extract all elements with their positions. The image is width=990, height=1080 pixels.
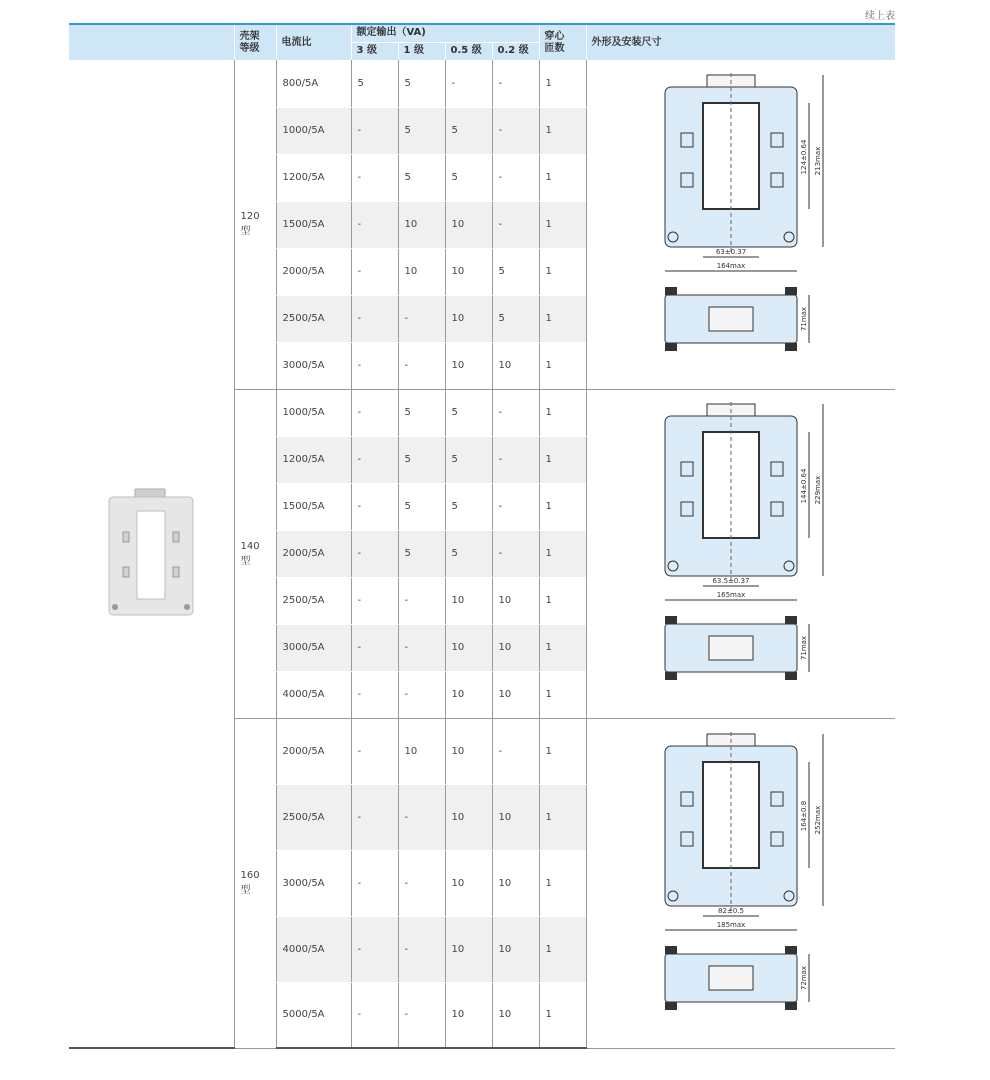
class-05-cell: 10: [445, 982, 492, 1048]
product-image-cell: [69, 60, 234, 1048]
dim-outer-height-label: 213max: [813, 146, 822, 176]
header-turns: 穿心 匝数: [539, 24, 586, 60]
class-3-cell: -: [351, 389, 398, 436]
dim-inner-height-label: 144±0.64: [799, 468, 808, 504]
class-02-cell: -: [492, 389, 539, 436]
header-rated-output: 额定输出（VA): [351, 24, 539, 42]
dim-width-label: 63.5±0.37: [712, 577, 750, 585]
turns-cell: 1: [539, 436, 586, 483]
class-05-cell: 10: [445, 916, 492, 982]
class-02-cell: 10: [492, 850, 539, 916]
class-02-cell: -: [492, 107, 539, 154]
class-05-cell: 10: [445, 248, 492, 295]
ratio-cell: 4000/5A: [276, 671, 351, 718]
class-1-cell: -: [398, 577, 445, 624]
class-3-cell: -: [351, 718, 398, 784]
turns-cell: 1: [539, 982, 586, 1048]
class-05-cell: 5: [445, 107, 492, 154]
header-class-05: 0.5 级: [445, 42, 492, 60]
class-02-cell: 5: [492, 248, 539, 295]
class-05-cell: -: [445, 60, 492, 107]
dimension-drawing: [651, 732, 831, 1032]
dim-outer-height-label: 252max: [813, 805, 822, 834]
header-class-3: 3 级: [351, 42, 398, 60]
ratio-cell: 2000/5A: [276, 718, 351, 784]
class-02-cell: -: [492, 483, 539, 530]
table-body: [69, 60, 895, 1048]
ratio-cell: 1200/5A: [276, 436, 351, 483]
table-row: [69, 60, 895, 107]
dim-depth-label: 72max: [799, 965, 808, 990]
class-02-cell: -: [492, 436, 539, 483]
turns-cell: 1: [539, 577, 586, 624]
turns-cell: 1: [539, 60, 586, 107]
ratio-cell: 3000/5A: [276, 342, 351, 389]
dimension-cell: [586, 60, 895, 389]
ratio-cell: 2500/5A: [276, 577, 351, 624]
turns-cell: 1: [539, 483, 586, 530]
class-1-cell: 5: [398, 60, 445, 107]
ratio-cell: 3000/5A: [276, 624, 351, 671]
dim-outer-width-label: 164max: [716, 261, 746, 270]
ratio-cell: 2000/5A: [276, 248, 351, 295]
ratio-cell: 3000/5A: [276, 850, 351, 916]
class-05-cell: 10: [445, 850, 492, 916]
class-1-cell: 10: [398, 201, 445, 248]
ratio-cell: 1500/5A: [276, 483, 351, 530]
frame-size-cell: 120 型: [234, 60, 276, 389]
header-blank: [69, 24, 234, 60]
class-02-cell: -: [492, 530, 539, 577]
class-3-cell: -: [351, 671, 398, 718]
frame-size-cell: 140 型: [234, 389, 276, 718]
class-05-cell: 10: [445, 671, 492, 718]
class-3-cell: -: [351, 248, 398, 295]
class-02-cell: 10: [492, 577, 539, 624]
class-05-cell: 5: [445, 154, 492, 201]
class-1-cell: -: [398, 342, 445, 389]
class-1-cell: -: [398, 982, 445, 1048]
dimension-cell: [586, 389, 895, 718]
class-1-cell: 5: [398, 530, 445, 577]
ratio-cell: 1000/5A: [276, 389, 351, 436]
class-02-cell: 10: [492, 624, 539, 671]
class-1-cell: -: [398, 295, 445, 342]
class-05-cell: 5: [445, 530, 492, 577]
turns-cell: 1: [539, 784, 586, 850]
frame-size-cell: 160 型: [234, 718, 276, 1048]
class-05-cell: 10: [445, 201, 492, 248]
class-3-cell: -: [351, 530, 398, 577]
header-class-02: 0.2 级: [492, 42, 539, 60]
dim-inner-height-label: 124±0.64: [799, 139, 808, 175]
ratio-cell: 5000/5A: [276, 982, 351, 1048]
dim-depth-label: 71max: [799, 635, 808, 661]
class-3-cell: -: [351, 982, 398, 1048]
class-3-cell: -: [351, 483, 398, 530]
class-05-cell: 5: [445, 436, 492, 483]
dim-outer-width-label: 165max: [716, 591, 746, 599]
dim-depth-label: 71max: [799, 306, 808, 331]
dim-width-label: 63±0.37: [715, 247, 746, 256]
class-02-cell: -: [492, 201, 539, 248]
header-frame: 壳架 等级: [234, 24, 276, 60]
class-02-cell: 10: [492, 671, 539, 718]
ratio-cell: 2500/5A: [276, 784, 351, 850]
dim-outer-width-label: 185max: [716, 920, 746, 929]
class-3-cell: -: [351, 784, 398, 850]
ratio-cell: 1000/5A: [276, 107, 351, 154]
class-1-cell: 5: [398, 389, 445, 436]
continued-note: 续上表: [865, 11, 895, 22]
class-3-cell: -: [351, 342, 398, 389]
class-3-cell: -: [351, 107, 398, 154]
turns-cell: 1: [539, 916, 586, 982]
turns-cell: 1: [539, 154, 586, 201]
class-1-cell: -: [398, 671, 445, 718]
turns-cell: 1: [539, 342, 586, 389]
class-05-cell: 10: [445, 718, 492, 784]
class-1-cell: 5: [398, 107, 445, 154]
dim-outer-height-label: 229max: [813, 475, 822, 505]
ratio-cell: 1500/5A: [276, 201, 351, 248]
class-02-cell: -: [492, 60, 539, 107]
class-02-cell: 5: [492, 295, 539, 342]
class-3-cell: 5: [351, 60, 398, 107]
turns-cell: 1: [539, 718, 586, 784]
dimension-cell: [586, 718, 895, 1048]
spec-table: [69, 23, 895, 1049]
class-05-cell: 5: [445, 483, 492, 530]
class-05-cell: 10: [445, 784, 492, 850]
turns-cell: 1: [539, 530, 586, 577]
ratio-cell: 4000/5A: [276, 916, 351, 982]
class-1-cell: -: [398, 850, 445, 916]
turns-cell: 1: [539, 107, 586, 154]
class-1-cell: -: [398, 624, 445, 671]
class-1-cell: 5: [398, 483, 445, 530]
class-1-cell: -: [398, 916, 445, 982]
turns-cell: 1: [539, 671, 586, 718]
ratio-cell: 1200/5A: [276, 154, 351, 201]
turns-cell: 1: [539, 248, 586, 295]
class-02-cell: 10: [492, 982, 539, 1048]
ratio-cell: 800/5A: [276, 60, 351, 107]
header-ratio: 电流比: [276, 24, 351, 60]
turns-cell: 1: [539, 624, 586, 671]
class-02-cell: 10: [492, 916, 539, 982]
class-1-cell: -: [398, 784, 445, 850]
turns-cell: 1: [539, 201, 586, 248]
product-photo: [101, 487, 201, 617]
ratio-cell: 2500/5A: [276, 295, 351, 342]
class-3-cell: -: [351, 624, 398, 671]
header-class-1: 1 级: [398, 42, 445, 60]
class-1-cell: 5: [398, 436, 445, 483]
turns-cell: 1: [539, 850, 586, 916]
dim-width-label: 82±0.5: [717, 906, 744, 915]
dimension-drawing: [651, 73, 831, 373]
header-dims: 外形及安装尺寸: [586, 24, 895, 60]
class-3-cell: -: [351, 850, 398, 916]
class-05-cell: 5: [445, 389, 492, 436]
class-3-cell: -: [351, 577, 398, 624]
class-02-cell: -: [492, 154, 539, 201]
class-3-cell: -: [351, 154, 398, 201]
class-3-cell: -: [351, 436, 398, 483]
class-02-cell: 10: [492, 342, 539, 389]
class-02-cell: -: [492, 718, 539, 784]
class-3-cell: -: [351, 201, 398, 248]
class-05-cell: 10: [445, 577, 492, 624]
class-1-cell: 10: [398, 248, 445, 295]
class-3-cell: -: [351, 916, 398, 982]
turns-cell: 1: [539, 295, 586, 342]
dimension-drawing: [651, 402, 831, 702]
class-02-cell: 10: [492, 784, 539, 850]
turns-cell: 1: [539, 389, 586, 436]
class-05-cell: 10: [445, 295, 492, 342]
dim-inner-height-label: 164±0.8: [799, 800, 808, 831]
class-1-cell: 5: [398, 154, 445, 201]
class-05-cell: 10: [445, 342, 492, 389]
class-1-cell: 10: [398, 718, 445, 784]
class-3-cell: -: [351, 295, 398, 342]
ratio-cell: 2000/5A: [276, 530, 351, 577]
class-05-cell: 10: [445, 624, 492, 671]
